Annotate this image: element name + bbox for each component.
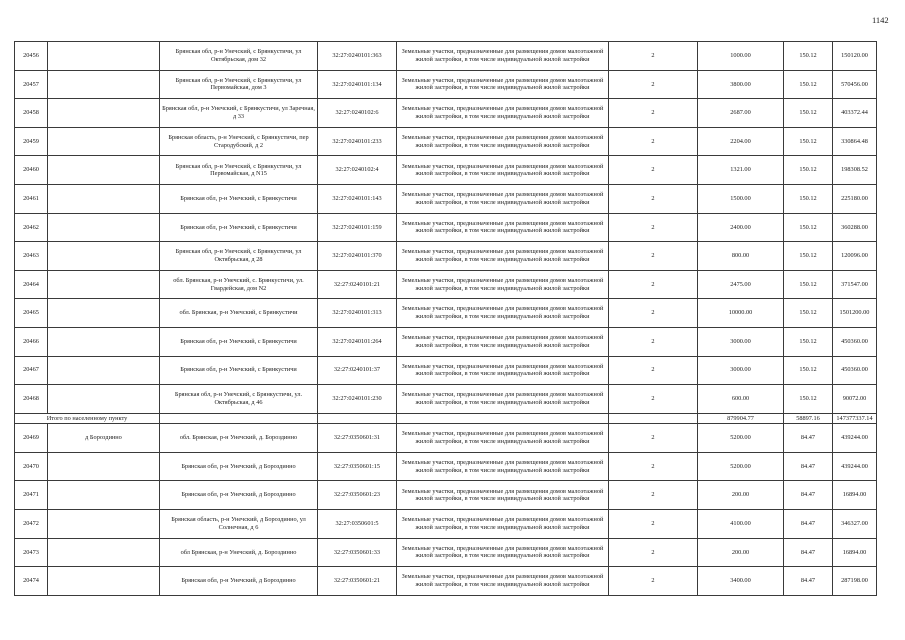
empty-cell [318, 413, 397, 424]
land-use-type-cell: Земельные участки, предназначенные для размещения домов малоэтажной жилой застройки, в том числе индивидуальной жилой застройки [397, 299, 609, 328]
settlement-name: д Бороздинно [48, 424, 160, 453]
cadastral-value-cell: 403372.44 [833, 99, 877, 128]
group-cell: 2 [609, 385, 698, 414]
settlement-cell [48, 567, 160, 596]
table-row [15, 510, 877, 539]
settlement-cell [48, 156, 160, 185]
table-row [15, 156, 877, 185]
rate-cell: 84.47 [784, 481, 833, 510]
cadastral-value-cell: 450360.00 [833, 356, 877, 385]
area-cell: 3000.00 [698, 327, 784, 356]
settlement-section-brjankustichi [15, 42, 877, 414]
land-use-type-cell: Земельные участки, предназначенные для размещения домов малоэтажной жилой застройки, в том числе индивидуальной жилой застройки [397, 242, 609, 271]
rate-cell: 150.12 [784, 213, 833, 242]
cadastral-number-cell: 32:27:0350601:5 [318, 510, 397, 539]
area-cell: 2475.00 [698, 270, 784, 299]
settlement-cell [48, 70, 160, 99]
cadastral-number-cell: 32:27:0240101:233 [318, 127, 397, 156]
settlement-section-borozdinno [15, 424, 877, 596]
group-cell: 2 [609, 510, 698, 539]
land-use-type-cell: Земельные участки, предназначенные для размещения домов малоэтажной жилой застройки, в том числе индивидуальной жилой застройки [397, 184, 609, 213]
settlement-total-area: 879904.77 [698, 413, 784, 424]
group-cell: 2 [609, 481, 698, 510]
address-cell: Брянская обл, р-н Унечский, с Брянкустичи [160, 327, 318, 356]
group-cell: 2 [609, 213, 698, 242]
rate-cell: 150.12 [784, 385, 833, 414]
rate-cell: 150.12 [784, 99, 833, 128]
land-use-type-cell: Земельные участки, предназначенные для размещения домов малоэтажной жилой застройки, в том числе индивидуальной жилой застройки [397, 538, 609, 567]
cadastral-number-cell: 32:27:0350601:23 [318, 481, 397, 510]
settlement-cell [48, 42, 160, 71]
cadastral-value-cell: 371547.00 [833, 270, 877, 299]
address-cell: Брянская обл, р-н Унечский, с Брянкустичи, ул Первомайская, д N15 [160, 156, 318, 185]
address-cell: Брянская обл, р-н Унечский, д Бороздинно [160, 567, 318, 596]
group-cell: 2 [609, 356, 698, 385]
cadastral-value-cell: 120096.00 [833, 242, 877, 271]
cadastral-value-cell: 287198.00 [833, 567, 877, 596]
settlement-cell [48, 299, 160, 328]
cadastral-value-cell: 330864.48 [833, 127, 877, 156]
row-number: 20467 [15, 356, 48, 385]
cadastral-value-cell: 570456.00 [833, 70, 877, 99]
settlement-cell [48, 510, 160, 539]
group-cell: 2 [609, 538, 698, 567]
row-number: 20474 [15, 567, 48, 596]
rate-cell: 150.12 [784, 242, 833, 271]
empty-cell [160, 413, 318, 424]
cadastral-value-cell: 16894.00 [833, 481, 877, 510]
cadastral-number-cell: 32:27:0240101:134 [318, 70, 397, 99]
area-cell: 800.00 [698, 242, 784, 271]
rate-cell: 84.47 [784, 510, 833, 539]
group-cell: 2 [609, 184, 698, 213]
cadastral-number-cell: 32:27:0350601:31 [318, 424, 397, 453]
cadastral-number-cell: 32:27:0240101:264 [318, 327, 397, 356]
cadastral-number-cell: 32:27:0240101:37 [318, 356, 397, 385]
cadastral-value-cell: 150120.00 [833, 42, 877, 71]
area-cell: 5200.00 [698, 424, 784, 453]
cadastral-number-cell: 32:27:0240101:143 [318, 184, 397, 213]
empty-cell [609, 413, 698, 424]
table-row [15, 42, 877, 71]
row-number: 20468 [15, 385, 48, 414]
settlement-cell [48, 127, 160, 156]
empty-cell [397, 413, 609, 424]
land-use-type-cell: Земельные участки, предназначенные для размещения домов малоэтажной жилой застройки, в том числе индивидуальной жилой застройки [397, 327, 609, 356]
land-use-type-cell: Земельные участки, предназначенные для размещения домов малоэтажной жилой застройки, в том числе индивидуальной жилой застройки [397, 481, 609, 510]
cadastral-number-cell: 32:27:0240102:6 [318, 99, 397, 128]
land-use-type-cell: Земельные участки, предназначенные для размещения домов малоэтажной жилой застройки, в том числе индивидуальной жилой застройки [397, 356, 609, 385]
group-cell: 2 [609, 242, 698, 271]
area-cell: 600.00 [698, 385, 784, 414]
rate-cell: 84.47 [784, 452, 833, 481]
settlement-cell [48, 184, 160, 213]
area-cell: 1321.00 [698, 156, 784, 185]
area-cell: 3000.00 [698, 356, 784, 385]
cadastral-number-cell: 32:27:0240102:4 [318, 156, 397, 185]
address-cell: обл. Брянская, р-н Унечский, с. Брянкустичи, ул. Гвардейская, дом N2 [160, 270, 318, 299]
rate-cell: 150.12 [784, 270, 833, 299]
cadastral-value-cell: 346327.00 [833, 510, 877, 539]
settlement-total-rate: 58897.16 [784, 413, 833, 424]
cadastral-number-cell: 32:27:0240101:230 [318, 385, 397, 414]
address-cell: Брянская обл, р-н Унечский, с Брянкустичи [160, 356, 318, 385]
land-use-type-cell: Земельные участки, предназначенные для размещения домов малоэтажной жилой застройки, в том числе индивидуальной жилой застройки [397, 99, 609, 128]
table-row [15, 270, 877, 299]
area-cell: 200.00 [698, 481, 784, 510]
row-number: 20473 [15, 538, 48, 567]
row-number: 20472 [15, 510, 48, 539]
cadastral-number-cell: 32:27:0350601:21 [318, 567, 397, 596]
area-cell: 3400.00 [698, 567, 784, 596]
settlement-total-section [15, 413, 877, 424]
row-number: 20461 [15, 184, 48, 213]
group-cell: 2 [609, 452, 698, 481]
cadastral-value-cell: 16894.00 [833, 538, 877, 567]
land-use-type-cell: Земельные участки, предназначенные для размещения домов малоэтажной жилой застройки, в том числе индивидуальной жилой застройки [397, 270, 609, 299]
table-row [15, 299, 877, 328]
row-number: 20459 [15, 127, 48, 156]
land-use-type-cell: Земельные участки, предназначенные для размещения домов малоэтажной жилой застройки, в том числе индивидуальной жилой застройки [397, 156, 609, 185]
area-cell: 1500.00 [698, 184, 784, 213]
rate-cell: 150.12 [784, 356, 833, 385]
land-use-type-cell: Земельные участки, предназначенные для размещения домов малоэтажной жилой застройки, в том числе индивидуальной жилой застройки [397, 42, 609, 71]
row-number: 20460 [15, 156, 48, 185]
settlement-cell [48, 270, 160, 299]
cadastral-value-cell: 439244.00 [833, 424, 877, 453]
rate-cell: 150.12 [784, 42, 833, 71]
area-cell: 10000.00 [698, 299, 784, 328]
settlement-cell [48, 481, 160, 510]
address-cell: Брянская обл, р-н Унечский, с Брянкустичи, ул Заречная, д 33 [160, 99, 318, 128]
row-number: 20470 [15, 452, 48, 481]
cadastral-number-cell: 32:27:0240101:159 [318, 213, 397, 242]
table-row [15, 184, 877, 213]
address-cell: обл Брянская, р-н Унечский, д. Бороздинно [160, 538, 318, 567]
group-cell: 2 [609, 156, 698, 185]
table-row [15, 481, 877, 510]
group-cell: 2 [609, 299, 698, 328]
row-number: 20457 [15, 70, 48, 99]
group-cell: 2 [609, 567, 698, 596]
area-cell: 2204.00 [698, 127, 784, 156]
cadastral-number-cell: 32:27:0240101:313 [318, 299, 397, 328]
row-number: 20471 [15, 481, 48, 510]
cadastral-value-cell: 90072.00 [833, 385, 877, 414]
row-number: 20456 [15, 42, 48, 71]
row-number: 20465 [15, 299, 48, 328]
table-row [15, 538, 877, 567]
table-row [15, 385, 877, 414]
table-row [15, 127, 877, 156]
cadastral-value-cell: 360288.00 [833, 213, 877, 242]
group-cell: 2 [609, 270, 698, 299]
area-cell: 3800.00 [698, 70, 784, 99]
table-row [15, 327, 877, 356]
table-row [15, 242, 877, 271]
settlement-total-value: 147377337.14 [833, 413, 877, 424]
rate-cell: 150.12 [784, 70, 833, 99]
address-cell: Брянская обл, р-н Унечский, с Брянкустичи, ул Первомайская, дом 3 [160, 70, 318, 99]
area-cell: 2400.00 [698, 213, 784, 242]
cadastral-value-cell: 439244.00 [833, 452, 877, 481]
address-cell: Брянская обл, р-н Унечский, с Брянкустичи, ул Октябрьская, д 28 [160, 242, 318, 271]
address-cell: обл. Брянская, р-н Унечский, с Брянкустичи [160, 299, 318, 328]
cadastral-number-cell: 32:27:0350601:15 [318, 452, 397, 481]
row-number: 20469 [15, 424, 48, 453]
rate-cell: 84.47 [784, 567, 833, 596]
address-cell: Брянская обл, р-н Унечский, с Брянкустичи [160, 184, 318, 213]
rate-cell: 150.12 [784, 184, 833, 213]
address-cell: Брянская обл, р-н Унечский, д Бороздинно [160, 481, 318, 510]
address-cell: обл. Брянская, р-н Унечский, д. Бороздинно [160, 424, 318, 453]
cadastral-number-cell: 32:27:0240101:363 [318, 42, 397, 71]
area-cell: 2687.00 [698, 99, 784, 128]
group-cell: 2 [609, 70, 698, 99]
address-cell: Брянская обл, р-н Унечский, д Бороздинно [160, 452, 318, 481]
table-row [15, 213, 877, 242]
settlement-cell [48, 327, 160, 356]
land-use-type-cell: Земельные участки, предназначенные для размещения домов малоэтажной жилой застройки, в том числе индивидуальной жилой застройки [397, 510, 609, 539]
rate-cell: 150.12 [784, 299, 833, 328]
address-cell: Брянская обл, р-н Унечский, с Брянкустичи, ул Октябрьская, дом 32 [160, 42, 318, 71]
area-cell: 5200.00 [698, 452, 784, 481]
row-number: 20463 [15, 242, 48, 271]
cadastral-value-cell: 1501200.00 [833, 299, 877, 328]
settlement-cell [48, 385, 160, 414]
rate-cell: 150.12 [784, 127, 833, 156]
land-use-type-cell: Земельные участки, предназначенные для размещения домов малоэтажной жилой застройки, в том числе индивидуальной жилой застройки [397, 70, 609, 99]
settlement-cell [48, 99, 160, 128]
settlement-total-row [15, 413, 877, 424]
settlement-cell [48, 452, 160, 481]
settlement-cell [48, 538, 160, 567]
rate-cell: 84.47 [784, 538, 833, 567]
address-cell: Брянская область, р-н Унечский, д Бороздинно, ул Солнечная, д 6 [160, 510, 318, 539]
group-cell: 2 [609, 99, 698, 128]
land-use-type-cell: Земельные участки, предназначенные для размещения домов малоэтажной жилой застройки, в том числе индивидуальной жилой застройки [397, 385, 609, 414]
settlement-cell [48, 356, 160, 385]
page-number: 1142 [872, 15, 889, 25]
cadastral-value-cell: 198308.52 [833, 156, 877, 185]
address-cell: Брянская область, р-н Унечский, с Брянкустичи, пер Стародубский, д 2 [160, 127, 318, 156]
land-use-type-cell: Земельные участки, предназначенные для размещения домов малоэтажной жилой застройки, в том числе индивидуальной жилой застройки [397, 567, 609, 596]
row-number: 20466 [15, 327, 48, 356]
row-number: 20462 [15, 213, 48, 242]
table-row [15, 70, 877, 99]
cadastral-value-cell: 225180.00 [833, 184, 877, 213]
area-cell: 4100.00 [698, 510, 784, 539]
land-use-type-cell: Земельные участки, предназначенные для размещения домов малоэтажной жилой застройки, в том числе индивидуальной жилой застройки [397, 424, 609, 453]
table-row [15, 424, 877, 453]
table-row [15, 356, 877, 385]
land-use-type-cell: Земельные участки, предназначенные для размещения домов малоэтажной жилой застройки, в том числе индивидуальной жилой застройки [397, 452, 609, 481]
land-use-type-cell: Земельные участки, предназначенные для размещения домов малоэтажной жилой застройки, в том числе индивидуальной жилой застройки [397, 127, 609, 156]
settlement-cell [48, 242, 160, 271]
group-cell: 2 [609, 127, 698, 156]
settlement-cell [48, 213, 160, 242]
address-cell: Брянская обл, р-н Унечский, с Брянкустичи [160, 213, 318, 242]
group-cell: 2 [609, 327, 698, 356]
group-cell: 2 [609, 42, 698, 71]
cadastral-value-cell: 450360.00 [833, 327, 877, 356]
table-row [15, 452, 877, 481]
land-use-type-cell: Земельные участки, предназначенные для размещения домов малоэтажной жилой застройки, в том числе индивидуальной жилой застройки [397, 213, 609, 242]
rate-cell: 150.12 [784, 327, 833, 356]
group-cell: 2 [609, 424, 698, 453]
rate-cell: 84.47 [784, 424, 833, 453]
row-number: 20458 [15, 99, 48, 128]
area-cell: 1000.00 [698, 42, 784, 71]
cadastral-value-table [14, 41, 877, 596]
cadastral-number-cell: 32:27:0240101:370 [318, 242, 397, 271]
table-row [15, 99, 877, 128]
area-cell: 200.00 [698, 538, 784, 567]
settlement-total-label: Итого по населенному пункту [15, 413, 160, 424]
cadastral-number-cell: 32:27:0240101:21 [318, 270, 397, 299]
table-row [15, 567, 877, 596]
cadastral-number-cell: 32:27:0350601:33 [318, 538, 397, 567]
rate-cell: 150.12 [784, 156, 833, 185]
address-cell: Брянская обл, р-н Унечский, с Брянкустичи, ул. Октябрьская, д 46 [160, 385, 318, 414]
row-number: 20464 [15, 270, 48, 299]
